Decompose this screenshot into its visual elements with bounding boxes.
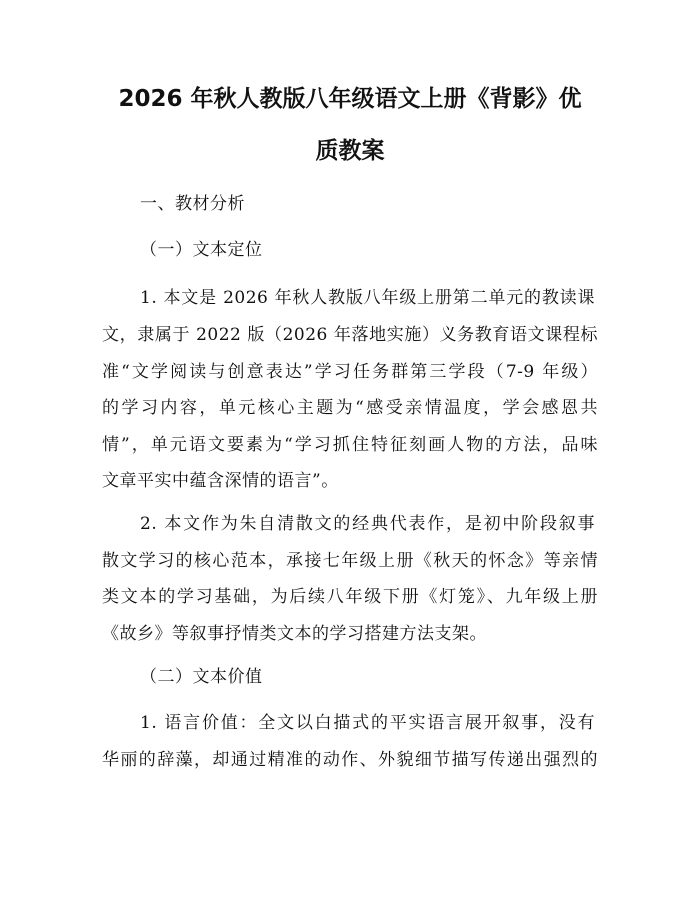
subsection-heading-text-value: （二）文本价值	[140, 667, 263, 687]
subsection-heading-text-positioning: （一）文本定位	[140, 240, 263, 260]
paragraph-3-line-2: 华丽的辞藻，却通过精准的动作、外貌细节描写传递出强烈的	[102, 750, 598, 770]
paragraph-1-line-6: 文章平实中蕴含深情的语言”。	[102, 471, 339, 491]
paragraph-2-line-1: 2. 本文作为朱自清散文的经典代表作，是初中阶段叙事	[140, 514, 595, 534]
paragraph-2-line-4: 《故乡》等叙事抒情类文本的学习搭建方法支架。	[102, 624, 487, 644]
document-title-line-2: 质教案	[315, 138, 385, 164]
section-heading-teaching-material-analysis: 一、教材分析	[140, 194, 245, 214]
paragraph-3-line-1: 1. 语言价值：全文以白描式的平实语言展开叙事，没有	[140, 713, 595, 733]
paragraph-1-line-2: 文，隶属于 2022 版（2026 年落地实施）义务教育语文课程标	[102, 325, 598, 345]
paragraph-2-line-3: 类文本的学习基础，为后续八年级下册《灯笼》、九年级上册	[102, 587, 598, 607]
document-title-line-1: 2026 年秋人教版八年级语文上册《背影》优	[118, 86, 582, 112]
paragraph-1-line-1: 1. 本文是 2026 年秋人教版八年级上册第二单元的教读课	[140, 288, 595, 308]
paragraph-2-line-2: 散文学习的核心范本，承接七年级上册《秋天的怀念》等亲情	[102, 551, 598, 571]
paragraph-1-line-4: 的学习内容，单元核心主题为“感受亲情温度，学会感恩共	[102, 398, 598, 418]
paragraph-1-line-3: 准“文学阅读与创意表达”学习任务群第三学段（7-9 年级）	[102, 362, 598, 382]
paragraph-1-line-5: 情”，单元语文要素为“学习抓住特征刻画人物的方法，品味	[102, 435, 598, 455]
